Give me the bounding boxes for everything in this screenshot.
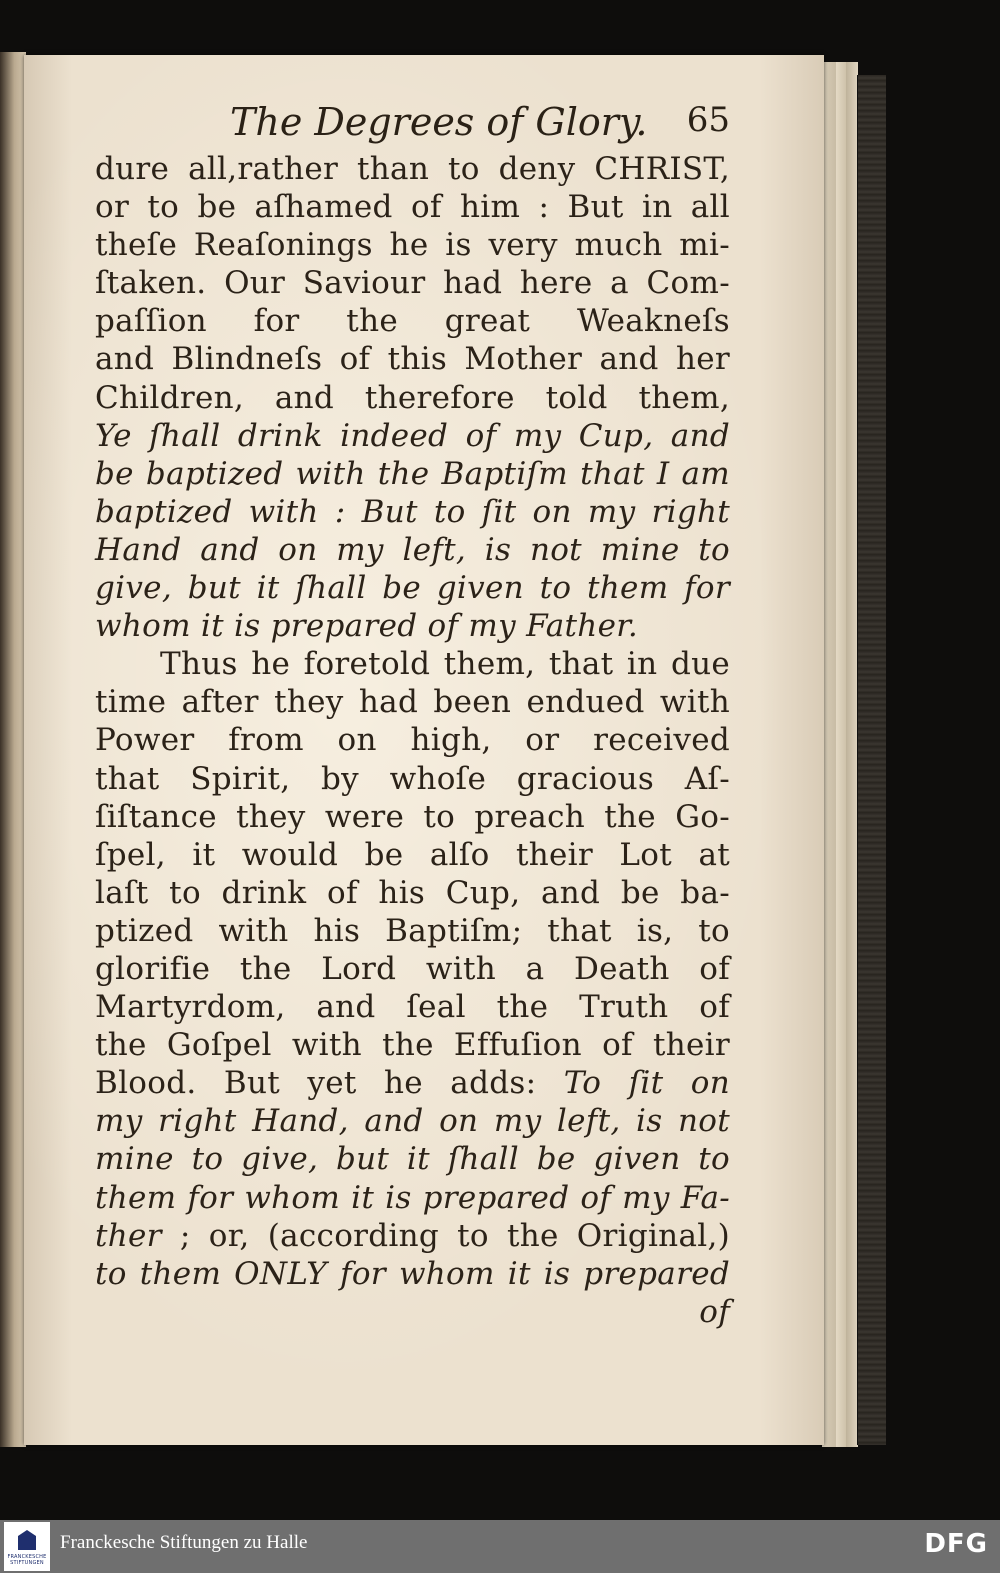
text-line-italic: baptized with : But to ſit on my right [95, 493, 730, 530]
body-text [95, 150, 730, 1331]
text-line: Power from on high, or received [95, 722, 730, 759]
text-line: that Spirit, by whoſe gracious Aſ- [95, 760, 730, 797]
text-line-italic: be baptized with the Baptiſm that I am [95, 455, 730, 492]
text-line-italic: mine to give, but it ſhall be given to [95, 1141, 730, 1178]
text-line: laſt to drink of his Cup, and be ba- [95, 874, 730, 911]
text-line: Martyrdom, and ſeal the Truth of [95, 989, 730, 1026]
text-segment: ; or, (according to the Original,) [161, 1217, 730, 1254]
text-line: ſtaken. Our Saviour had here a Com- [95, 265, 730, 302]
text-line-italic: Hand and on my left, is not mine to [95, 531, 730, 568]
italic-segment: To ſit on [563, 1065, 730, 1102]
text-line-italic: to them ONLY for whom it is prepared [95, 1255, 730, 1292]
book-cover-edge [857, 75, 886, 1445]
running-head-title: The Degrees of Glory. [230, 100, 648, 144]
text-line: or to be aſhamed of him : But in all [95, 189, 730, 226]
page-number: 65 [686, 100, 730, 140]
text-line: Children, and therefore told them, [95, 379, 730, 416]
text-line: time after they had been endued with [95, 684, 730, 721]
viewer-footer-bar [0, 1520, 1000, 1573]
text-segment: Blood. But yet he adds: [95, 1065, 537, 1102]
text-line: the Goſpel with the Effuſion of their [95, 1027, 730, 1064]
catchword: of [699, 1293, 730, 1330]
paragraph-start-line: Thus he foretold them, that in due [160, 646, 730, 683]
previous-page-edge [0, 52, 26, 1447]
text-line: theſe Reaſonings he is very much mi- [95, 227, 730, 264]
franckesche-stiftungen-logo[interactable] [4, 1522, 50, 1571]
text-line: ptized with his Baptiſm; that is, to [95, 912, 730, 949]
text-line: ſpel, it would be alſo their Lot at [95, 836, 730, 873]
running-head [90, 96, 730, 148]
logo-caption: FRANCKESCHE STIFTUNGEN [7, 1554, 47, 1566]
dfg-logo[interactable]: DFG [924, 1529, 988, 1559]
italic-segment: ther [95, 1217, 162, 1254]
text-line: ſiſtance they were to preach the Go- [95, 798, 730, 835]
institution-link[interactable]: Franckesche Stiftungen zu Halle [60, 1532, 308, 1553]
text-line-italic: whom it is prepared of my Father. [95, 608, 639, 645]
mixed-text-line [95, 1064, 730, 1102]
text-line-italic: Ye ſhall drink indeed of my Cup, and [95, 417, 730, 454]
text-line-italic: my right Hand, and on my left, is not [95, 1103, 730, 1140]
institution-emblem-icon [18, 1530, 36, 1550]
text-line: dure all,rather than to deny CHRIST, [95, 151, 730, 187]
text-line: and Blindneſs of this Mother and her [95, 341, 730, 378]
text-line-italic: give, but it ſhall be given to them for [95, 570, 730, 607]
page-stack-edge [822, 62, 836, 1447]
text-line: paſſion for the great Weakneſs [95, 303, 730, 340]
page-stack-edge [836, 62, 846, 1447]
mixed-text-line [95, 1217, 730, 1255]
text-line-italic: them for whom it is prepared of my Fa- [95, 1179, 730, 1216]
text-line: glorifie the Lord with a Death of [95, 950, 730, 987]
